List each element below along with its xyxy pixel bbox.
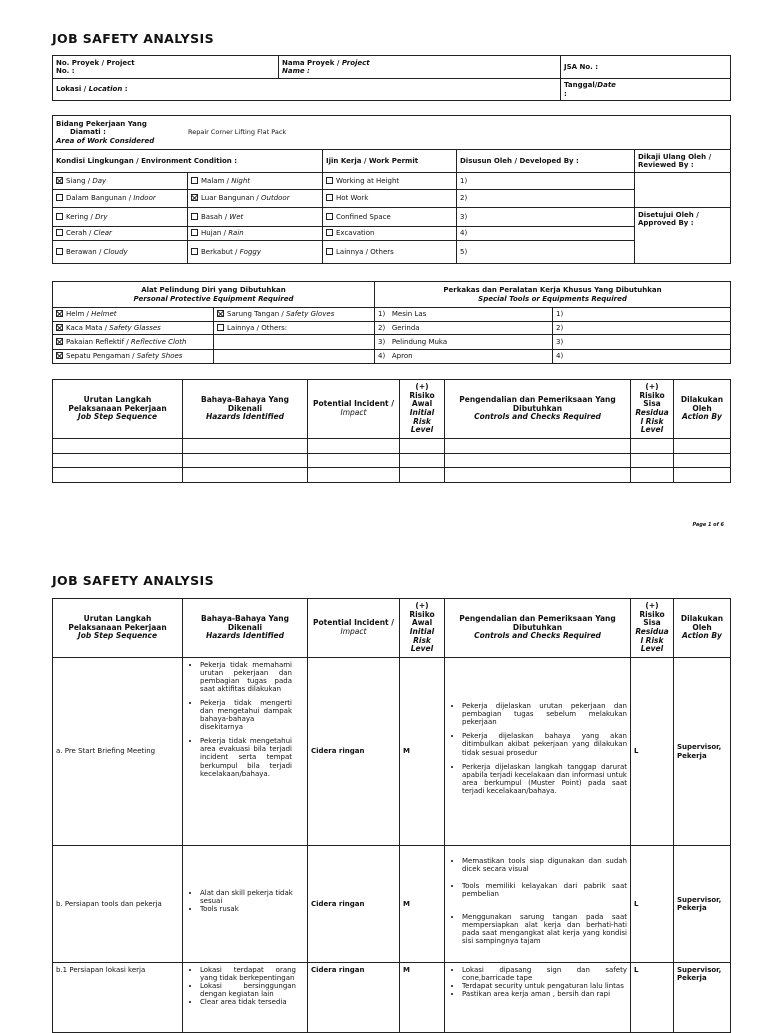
hazard-item: • Pekerja tidak mengetahui area evakuasi bila terjadi incident serta tempat berkumpul bila terjadi kecelakaan/bahaya. <box>200 737 292 777</box>
tool-item: 1) Mesin Las <box>375 308 553 322</box>
tools-header: Perkakas dan Peralatan Kerja Khusus Yang Dibutuhkan Special Tools or Equipments Required <box>375 282 731 308</box>
tool-item: 4) Apron <box>375 350 553 364</box>
env-option[interactable]: Malam / Night <box>188 173 323 190</box>
permit-option[interactable]: Lainnya / Others <box>323 241 457 264</box>
environment-header: Kondisi Lingkungan / Environment Condition : <box>53 150 323 173</box>
permit-option[interactable]: Excavation <box>323 227 457 241</box>
project-number-cell: No. Proyek / Project No. : <box>53 56 279 79</box>
control-item: • Terdapat security untuk pengaturan lalu lintas <box>462 982 627 990</box>
col-impact: Potential Incident / Impact <box>308 599 400 658</box>
control-item: • Lokasi dipasang sign dan safety cone,barricade tape <box>462 966 627 982</box>
work-permit-header: Ijin Kerja / Work Permit <box>323 150 457 173</box>
page-title: JOB SAFETY ANALYSIS <box>52 573 214 588</box>
ppe-blank <box>214 335 375 350</box>
hazards-cell <box>183 963 308 1033</box>
checkbox[interactable] <box>191 248 198 255</box>
hazard-item: • Alat dan skill pekerja tidak sesuai <box>200 889 296 905</box>
checkbox-checked[interactable] <box>56 310 63 317</box>
impact-cell: Cidera ringan <box>308 658 400 846</box>
col-residual-risk: (+) Risiko Sisa Residua l Risk Level <box>631 599 674 658</box>
ppe-option[interactable]: Lainnya / Others: <box>214 322 375 335</box>
env-option[interactable]: Luar Bangunan / Outdoor <box>188 190 323 208</box>
equipment-item: 4) <box>553 350 731 364</box>
env-option[interactable]: Berawan / Cloudy <box>53 241 188 264</box>
page-title: JOB SAFETY ANALYSIS <box>52 31 214 46</box>
col-hazards: Bahaya-Bahaya Yang Dikenali Hazards Identified <box>183 380 308 439</box>
controls-cell <box>445 658 631 846</box>
env-option[interactable]: Siang / Day <box>53 173 188 190</box>
col-job-step: Urutan Langkah Pelaksanaan Pekerjaan Job Step Sequence <box>53 599 183 658</box>
checkbox[interactable] <box>217 324 224 331</box>
checkbox[interactable] <box>326 177 333 184</box>
env-option[interactable]: Hujan / Rain <box>188 227 323 241</box>
equipment-item: 1) <box>553 308 731 322</box>
checkbox-checked[interactable] <box>191 194 198 201</box>
ppe-header: Alat Pelindung Diri yang Dibutuhkan Personal Protective Equipment Required <box>53 282 375 308</box>
developer-line: 3) <box>457 208 635 227</box>
checkbox-checked[interactable] <box>56 324 63 331</box>
control-item: • Pastikan area kerja aman , bersih dan rapi <box>462 990 627 998</box>
checkbox[interactable] <box>326 194 333 201</box>
environment-table <box>52 115 731 264</box>
ppe-tools-table <box>52 281 731 364</box>
hazard-item: • Pekerja tidak mengerti dan mengetahui dampak bahaya-bahaya disekitarnya <box>200 699 292 731</box>
impact-cell: Cidera ringan <box>308 846 400 963</box>
col-initial-risk: (+) Risiko Awal Initial Risk Level <box>400 599 445 658</box>
checkbox-checked[interactable] <box>56 177 63 184</box>
permit-option[interactable]: Hot Work <box>323 190 457 208</box>
developer-line: 5) <box>457 241 635 264</box>
page-number: Page 1 of 6 <box>692 522 724 528</box>
jsa-number-cell: JSA No. : <box>561 56 731 79</box>
job-step-cell: b.1 Persiapan lokasi kerja <box>53 963 183 1033</box>
env-option[interactable]: Basah / Wet <box>188 208 323 227</box>
controls-cell <box>445 963 631 1033</box>
jsa-table-page2 <box>52 598 731 1033</box>
developer-line: 2) <box>457 190 635 208</box>
controls-cell <box>445 846 631 963</box>
ppe-option[interactable]: Sepatu Pengaman / Safety Shoes <box>53 350 214 364</box>
col-residual-risk: (+) Risiko Sisa Residua l Risk Level <box>631 380 674 439</box>
hazards-cell <box>183 846 308 963</box>
ppe-blank <box>214 350 375 364</box>
checkbox-checked[interactable] <box>56 352 63 359</box>
permit-option[interactable]: Working at Height <box>323 173 457 190</box>
initial-risk-cell: M <box>400 963 445 1033</box>
project-info-table <box>52 55 731 101</box>
ppe-option[interactable]: Pakaian Reflektif / Reflective Cloth <box>53 335 214 350</box>
checkbox[interactable] <box>56 248 63 255</box>
ppe-option[interactable]: Helm / Helmet <box>53 308 214 322</box>
job-step-cell: a. Pre Start Briefing Meeting <box>53 658 183 846</box>
checkbox[interactable] <box>191 213 198 220</box>
col-action-by: Dilakukan Oleh Action By <box>674 380 731 439</box>
hazard-item: • Clear area tidak tersedia <box>200 998 296 1006</box>
action-by-cell: Supervisor, Pekerja <box>674 963 731 1033</box>
impact-cell: Cidera ringan <box>308 963 400 1033</box>
reviewer-signature <box>635 173 731 208</box>
checkbox[interactable] <box>191 177 198 184</box>
col-controls: Pengendalian dan Pemeriksaan Yang Dibutuhkan Controls and Checks Required <box>445 599 631 658</box>
control-item: • Tools memiliki kelayakan dari pabrik saat pembelian <box>462 882 627 898</box>
env-option[interactable]: Cerah / Clear <box>53 227 188 241</box>
developer-line: 1) <box>457 173 635 190</box>
checkbox[interactable] <box>326 213 333 220</box>
checkbox[interactable] <box>326 229 333 236</box>
job-step-cell: b. Persiapan tools dan pekerja <box>53 846 183 963</box>
project-name-cell: Nama Proyek / Project Name : <box>279 56 561 79</box>
approved-by-header: Disetujui Oleh / Approved By : <box>635 208 731 264</box>
checkbox-checked[interactable] <box>217 310 224 317</box>
residual-risk-cell: L <box>631 846 674 963</box>
date-cell: Tanggal/Date : <box>561 79 731 101</box>
hazard-item: • Pekerja tidak memahami urutan pekerjaan dan pembagian tugas pada saat aktifitas dilakukan <box>200 661 292 693</box>
action-by-cell: Supervisor, Pekerja <box>674 846 731 963</box>
initial-risk-cell: M <box>400 658 445 846</box>
control-item: • Pekerja dijelaskan bahaya yang akan ditimbulkan akibat pekerjaan yang dilakukan tidak sesuai prosedur <box>462 732 627 756</box>
developed-by-header: Disusun Oleh / Developed By : <box>457 150 635 173</box>
env-option[interactable]: Dalam Bangunan / Indoor <box>53 190 188 208</box>
work-area-value: Repair Corner Lifting Flat Pack <box>188 127 287 136</box>
ppe-option[interactable]: Sarung Tangan / Safety Gloves <box>214 308 375 322</box>
checkbox[interactable] <box>56 229 63 236</box>
control-item: • Pekerja dijelaskan urutan pekerjaan dan pembagian tugas sebelum melakukan pekerjaan <box>462 702 627 726</box>
col-impact: Potential Incident / Impact <box>308 380 400 439</box>
tool-item: 2) Gerinda <box>375 322 553 335</box>
col-controls: Pengendalian dan Pemeriksaan Yang Dibutuhkan Controls and Checks Required <box>445 380 631 439</box>
col-hazards: Bahaya-Bahaya Yang Dikenali Hazards Identified <box>183 599 308 658</box>
residual-risk-cell: L <box>631 658 674 846</box>
permit-option[interactable]: Confined Space <box>323 208 457 227</box>
col-job-step: Urutan Langkah Pelaksanaan Pekerjaan Job Step Sequence <box>53 380 183 439</box>
checkbox[interactable] <box>191 229 198 236</box>
work-area-cell: Bidang Pekerjaan Yang Diamati : Area of Work Considered Repair Corner Lifting Flat Pack <box>53 116 731 150</box>
hazard-item: • Tools rusak <box>200 905 296 913</box>
equipment-item: 3) <box>553 335 731 350</box>
control-item: • Memastikan tools siap digunakan dan sudah dicek secara visual <box>462 857 627 873</box>
action-by-cell: Supervisor, Pekerja <box>674 658 731 846</box>
developer-line: 4) <box>457 227 635 241</box>
initial-risk-cell: M <box>400 846 445 963</box>
reviewed-by-header: Dikaji Ulang Oleh / Reviewed By : <box>635 150 731 173</box>
checkbox[interactable] <box>56 194 63 201</box>
checkbox[interactable] <box>56 213 63 220</box>
jsa-table-page1 <box>52 379 731 483</box>
residual-risk-cell: L <box>631 963 674 1033</box>
ppe-option[interactable]: Kaca Mata / Safety Glasses <box>53 322 214 335</box>
tool-item: 3) Pelindung Muka <box>375 335 553 350</box>
hazards-cell <box>183 658 308 846</box>
control-item: • Menggunakan sarung tangan pada saat mempersiapkan alat kerja dan berhati-hati pada saat mengangkat alat kerja yang kondisi sisi sampingnya tajam <box>462 913 627 945</box>
checkbox[interactable] <box>326 248 333 255</box>
hazard-item: • Lokasi terdapat orang yang tidak berkepentingan <box>200 966 296 982</box>
control-item: • Perkerja dijelaskan langkah tanggap darurat apabila terjadi kecelakaan dan informasi untuk area berkumpul (Muster Point) pada saat terjadi kecelakaan/bahaya. <box>462 763 627 795</box>
env-option[interactable]: Berkabut / Foggy <box>188 241 323 264</box>
location-cell: Lokasi / Location : <box>53 79 561 101</box>
env-option[interactable]: Kering / Dry <box>53 208 188 227</box>
col-initial-risk: (+) Risiko Awal Initial Risk Level <box>400 380 445 439</box>
col-action-by: Dilakukan Oleh Action By <box>674 599 731 658</box>
equipment-item: 2) <box>553 322 731 335</box>
checkbox-checked[interactable] <box>56 338 63 345</box>
hazard-item: • Lokasi bersinggungan dengan kegiatan lain <box>200 982 296 998</box>
